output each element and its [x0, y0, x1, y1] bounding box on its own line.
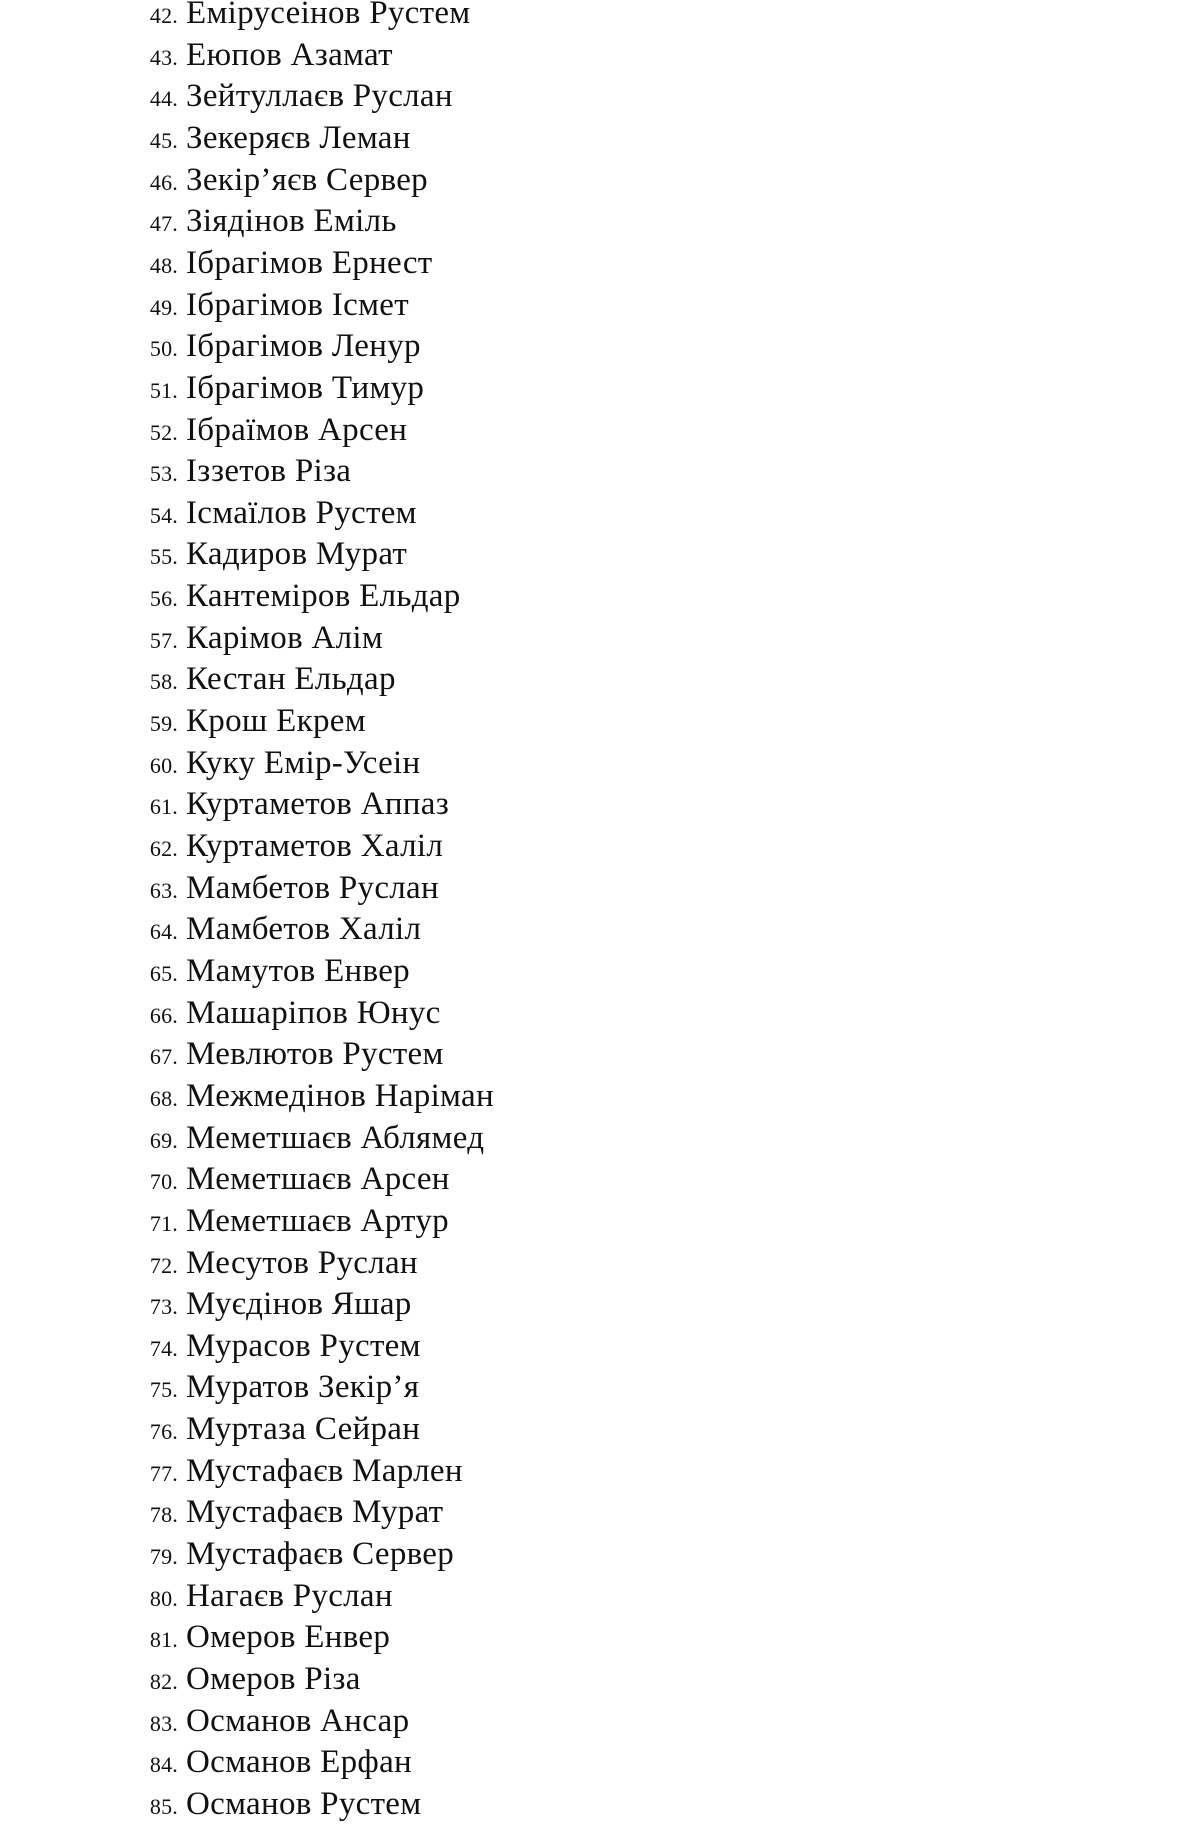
list-item: [0, 1493, 1179, 1533]
list-item-number: 84.: [149, 1752, 178, 1778]
list-item-name: Мустафаєв Сервер: [186, 1536, 455, 1573]
list-item-name: Крош Екрем: [186, 703, 366, 740]
list-item-name: Мевлютов Рустем: [186, 1036, 444, 1073]
list-item-name: Мурасов Рустем: [186, 1327, 421, 1364]
list-item-number: 62.: [149, 836, 178, 861]
list-item: [0, 244, 1179, 284]
list-item-number: 52.: [149, 419, 178, 445]
list-item-number: 75.: [149, 1377, 178, 1403]
list-item-number: 72.: [149, 1252, 178, 1278]
list-item: [0, 869, 1179, 909]
list-item-number: 82.: [149, 1669, 178, 1694]
list-item-name: Меметшаєв Артур: [186, 1202, 449, 1239]
list-item: [0, 1202, 1179, 1242]
list-item: [0, 1410, 1179, 1450]
list-item: [0, 827, 1179, 867]
list-item-number: 76.: [149, 1419, 178, 1445]
list-item: [0, 1035, 1179, 1075]
list-item-number: 54.: [149, 502, 178, 528]
list-item: [0, 77, 1179, 117]
list-item-name: Османов Ансар: [186, 1702, 410, 1739]
list-item: [0, 0, 1179, 34]
list-item-number: 59.: [149, 711, 178, 737]
list-item-name: Нагаєв Руслан: [186, 1577, 393, 1614]
list-item-number: 46.: [149, 169, 178, 195]
list-item: [0, 910, 1179, 950]
list-item-number: 45.: [149, 127, 178, 153]
list-item: [0, 1077, 1179, 1117]
list-item-name: Ібраїмов Арсен: [186, 411, 408, 448]
list-item-name: Зекеряєв Леман: [186, 119, 411, 156]
list-item-name: Кадиров Мурат: [186, 536, 408, 573]
list-item-number: 78.: [149, 1502, 178, 1528]
list-item-name: Зекір’яєв Сервер: [186, 161, 428, 198]
list-item-name: Машаріпов Юнус: [186, 994, 441, 1031]
list-item-name: Іззетов Різа: [186, 453, 352, 490]
list-item-number: 74.: [149, 1335, 178, 1361]
list-item: [0, 1618, 1179, 1658]
list-item-number: 66.: [149, 1002, 178, 1028]
list-item-name: Меметшаєв Арсен: [186, 1161, 450, 1198]
list-item-name: Османов Ерфан: [186, 1744, 413, 1781]
list-item-number: 51.: [149, 377, 178, 403]
list-item-name: Ібрагімов Ленур: [186, 328, 421, 365]
list-item-number: 63.: [149, 877, 178, 903]
list-item-name: Месутов Руслан: [186, 1244, 418, 1281]
list-item-name: Муртаза Сейран: [186, 1411, 421, 1448]
list-item: [0, 1285, 1179, 1325]
list-item: [0, 161, 1179, 201]
list-item-number: 83.: [149, 1710, 178, 1736]
list-item: [0, 1119, 1179, 1159]
list-item-number: 79.: [149, 1544, 178, 1570]
list-item: [0, 702, 1179, 742]
list-item-name: Мустафаєв Мурат: [186, 1494, 444, 1531]
list-item-name: Ібрагімов Тимур: [186, 369, 425, 406]
list-item-name: Муратов Зекір’я: [186, 1369, 420, 1406]
list-item-name: Куртаметов Халіл: [186, 828, 444, 864]
list-item: [0, 1743, 1179, 1783]
list-item: [0, 577, 1179, 617]
list-item: [0, 1368, 1179, 1408]
list-item-number: 42.: [149, 3, 178, 28]
list-item-name: Кантеміров Ельдар: [186, 578, 461, 615]
list-item-number: 48.: [149, 252, 178, 278]
list-item-name: Мустафаєв Марлен: [186, 1452, 463, 1489]
list-item-number: 67.: [149, 1044, 178, 1070]
list-item: [0, 369, 1179, 409]
list-item: [0, 744, 1179, 784]
list-item: [0, 286, 1179, 326]
list-item-name: Емірусеінов Рустем: [186, 0, 471, 31]
list-item-number: 77.: [149, 1460, 178, 1486]
list-item-name: Мамбетов Руслан: [186, 869, 439, 906]
list-item: [0, 1535, 1179, 1575]
list-item: [0, 660, 1179, 700]
list-item-name: Омеров Енвер: [186, 1619, 391, 1656]
list-item-number: 55.: [149, 544, 178, 570]
list-item-name: Зіядінов Еміль: [186, 203, 397, 240]
list-item-number: 64.: [149, 919, 178, 945]
list-item: [0, 619, 1179, 659]
list-item-number: 47.: [149, 211, 178, 237]
list-item: [0, 411, 1179, 451]
list-item: [0, 1785, 1179, 1825]
list-item: [0, 952, 1179, 992]
list-item: [0, 535, 1179, 575]
list-item-number: 58.: [149, 669, 178, 695]
list-item-number: 50.: [149, 336, 178, 362]
list-item-number: 69.: [149, 1127, 178, 1153]
list-item-name: Карімов Алім: [186, 619, 384, 656]
list-item-name: Кестан Ельдар: [186, 661, 396, 698]
list-item: [0, 119, 1179, 159]
list-item-name: Куртаметов Аппаз: [186, 786, 450, 823]
list-item: [0, 1452, 1179, 1492]
list-item-name: Куку Емір-Усеін: [186, 744, 421, 781]
list-item: [0, 36, 1179, 76]
list-item: [0, 202, 1179, 242]
list-item-name: Ібрагімов Ернест: [186, 244, 433, 281]
list-item: [0, 994, 1179, 1034]
list-item-number: 85.: [149, 1793, 178, 1819]
list-item-number: 73.: [149, 1294, 178, 1320]
list-item-name: Зейтуллаєв Руслан: [186, 78, 453, 115]
list-item-number: 81.: [149, 1627, 178, 1653]
list-item-name: Еюпов Азамат: [186, 36, 393, 73]
list-item-number: 71.: [149, 1210, 178, 1236]
list-item-number: 70.: [149, 1169, 178, 1195]
list-item: [0, 1702, 1179, 1742]
list-item-number: 56.: [149, 586, 178, 612]
list-item-number: 43.: [149, 44, 178, 70]
list-item-number: 44.: [149, 86, 178, 112]
list-item: [0, 1244, 1179, 1284]
list-item-name: Османов Рустем: [186, 1785, 422, 1822]
list-item-number: 61.: [149, 794, 178, 820]
list-item-number: 60.: [149, 752, 178, 778]
list-item: [0, 1327, 1179, 1367]
list-item: [0, 785, 1179, 825]
list-item: [0, 1660, 1179, 1700]
list-item: [0, 1577, 1179, 1617]
list-item-name: Межмедінов Наріман: [186, 1077, 494, 1114]
list-item-name: Ісмаїлов Рустем: [186, 494, 417, 531]
list-item-name: Муєдінов Яшар: [186, 1286, 412, 1323]
list-item-number: 53.: [149, 461, 178, 487]
list-item-number: 57.: [149, 627, 178, 653]
list-item-name: Мамбетов Халіл: [186, 911, 422, 948]
list-item-number: 49.: [149, 294, 178, 320]
list-item: [0, 452, 1179, 492]
list-item-name: Ібрагімов Ісмет: [186, 286, 409, 323]
list-item-name: Мамутов Енвер: [186, 952, 410, 989]
list-item: [0, 494, 1179, 534]
list-item: [0, 1160, 1179, 1200]
list-item-number: 65.: [149, 960, 178, 986]
list-item-number: 68.: [149, 1085, 178, 1111]
list-item: [0, 327, 1179, 367]
list-item-number: 80.: [149, 1585, 178, 1611]
list-item-name: Меметшаєв Аблямед: [186, 1119, 485, 1156]
list-item-name: Омеров Різа: [186, 1661, 361, 1697]
